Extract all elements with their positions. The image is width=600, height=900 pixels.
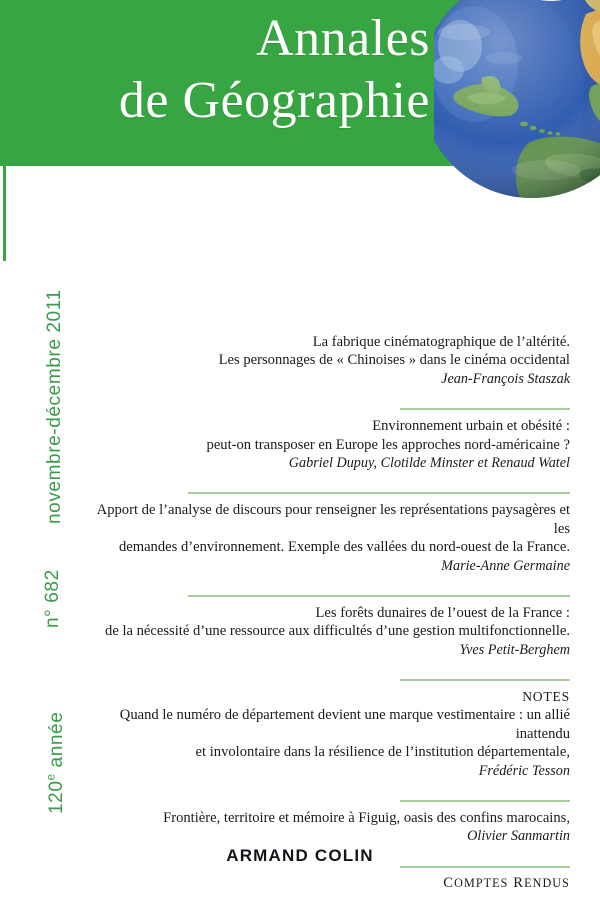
entry-title-line: Frontière, territoire et mémoire à Figuig, oasis des confins marocains, — [163, 809, 570, 826]
issue-date: novembre-décembre 2011 — [44, 289, 65, 524]
rendus-rest: ENDUS — [524, 875, 570, 890]
entry-authors: Jean-François Staszak — [441, 370, 570, 387]
entry-authors: Yves Petit-Berghem — [459, 641, 570, 658]
entry-body — [80, 802, 570, 846]
entry-authors: Frédéric Tesson — [478, 762, 570, 779]
entry-title-line: de la nécessité d’une ressource aux difficultés d’une gestion multifonctionnelle. — [105, 623, 570, 640]
entry-body — [80, 868, 570, 892]
rendus-initial: R — [508, 874, 525, 891]
entry-body — [80, 597, 570, 659]
entry-title-line: et involontaire dans la résilience de l’institution départementale, — [195, 744, 570, 761]
entry-title-line: peut-on transposer en Europe les approches nord-américaine ? — [206, 436, 570, 453]
publisher-logo: ARMAND COLIN — [226, 846, 374, 865]
table-of-contents — [80, 326, 570, 892]
entry-title-line: Quand le numéro de département devient une marque vestimentaire : un allié inattendu — [119, 707, 570, 742]
globe-image — [434, 0, 600, 198]
section-heading-notes: NOTES — [522, 689, 570, 705]
toc-entry-dupuy[interactable] — [80, 408, 570, 472]
earth-globe-icon — [434, 0, 600, 198]
entry-body — [80, 681, 570, 780]
entry-title-line: La fabrique cinématographique de l’altérité. — [312, 334, 570, 350]
entry-title-line: Les forêts dunaires de l’ouest de la France : — [315, 605, 570, 622]
entry-title-line: Environnement urbain et obésité : — [372, 418, 570, 435]
journal-title-line2: de Géographie — [118, 72, 430, 129]
entry-authors: Olivier Sanmartin — [467, 828, 570, 845]
toc-entry-comptes-rendus[interactable] — [80, 866, 570, 892]
comptes-rendus-rest: OMPTES — [454, 875, 509, 890]
journal-title-line1: Annales — [256, 10, 430, 67]
spacer — [80, 472, 570, 492]
entry-body — [80, 494, 570, 575]
entry-title-line: demandes d’environnement. Exemple des vallées du nord-ouest de la France. — [118, 539, 570, 556]
journal-title — [0, 8, 430, 132]
toc-entry-staszak[interactable] — [80, 326, 570, 388]
entry-body — [80, 326, 570, 388]
section-heading-comptes-rendus — [80, 875, 570, 892]
entry-title-line: Les personnages de « Chinoises » dans le cinéma occidental — [218, 352, 570, 369]
toc-entry-sanmartin[interactable] — [80, 800, 570, 846]
spine-info — [0, 166, 67, 846]
entry-title-line: Apport de l’analyse de discours pour renseigner les représentations paysagères et les — [96, 502, 570, 537]
spacer — [80, 388, 570, 408]
volume-year-word: année — [46, 711, 67, 774]
toc-entry-germaine[interactable] — [80, 492, 570, 575]
toc-entry-tesson[interactable] — [80, 679, 570, 780]
toc-entry-petit-berghem[interactable] — [80, 595, 570, 659]
entry-body — [80, 410, 570, 472]
spacer — [80, 780, 570, 800]
entry-authors: Marie-Anne Germaine — [441, 557, 570, 574]
spacer — [80, 659, 570, 679]
volume-year-number: 120 — [46, 780, 67, 814]
spacer — [80, 575, 570, 595]
comptes-rendus-initial: C — [443, 874, 455, 891]
entry-authors: Gabriel Dupuy, Clotilde Minster et Renaud Watel — [288, 455, 570, 472]
volume-year-label — [46, 712, 68, 814]
issue-number: n° 682 — [42, 569, 63, 628]
volume-year-ordinal-suffix: e — [44, 773, 58, 781]
